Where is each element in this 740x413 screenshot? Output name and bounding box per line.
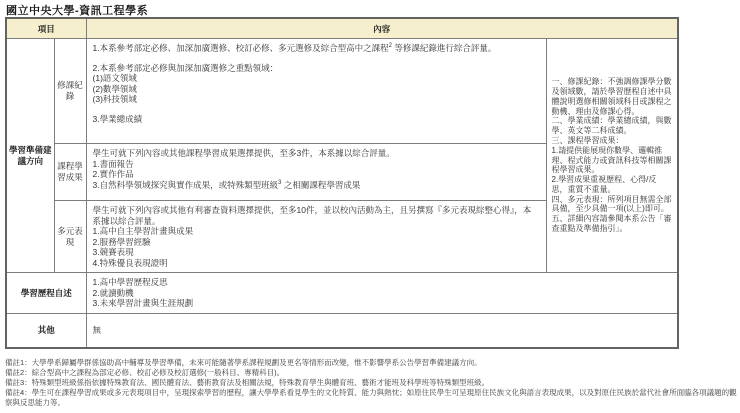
course-outcome-line-3: 2.實作作品 [92,169,134,179]
admission-prep-table [5,17,679,349]
label-other: 其他 [6,314,86,348]
course-outcome-line-4: 3.自然科學領域探究與實作成果，或特殊類型班級$^3$ 之相關課程學習成果 [92,179,361,190]
label-learning-prep-direction: 學習準備建議方向 [6,39,54,273]
sidebar-note-6: 四、多元表現：所列項目無需全部具備，至少具備一項(以上)即可。 [551,194,672,214]
content-self-statement [86,273,678,314]
sidebar-note-2: 二、學業成績：學業總成績，與數學、英文等二科成績。 [551,116,672,136]
sublabel-diverse-performance: 多元表現 [54,201,86,273]
content-other: 無 [86,314,678,348]
course-record-line-3: (1)語文領域 [92,73,137,83]
diverse-line-1: 學生可就下列內容或其他有利審查資料選擇提供，至多10件，並以校內活動為主，且另撰寫『多元表現綜整心得』，本系據以綜合評量。 [92,205,532,226]
sidebar-note-7: 五、詳細內容請參閱本系公告「審查重點及準備指引」。 [551,214,672,234]
sublabel-course-outcome: 課程學習成果 [54,144,86,201]
diverse-line-3: 2.服務學習經驗 [92,236,151,247]
diverse-line-4: 3.競賽表現 [92,247,134,257]
footnote-ref-2: 2 [388,43,392,50]
diverse-line-2: 1.高中自主學習計畫與成果 [92,226,194,236]
footnote-ref-3: 3 [278,179,282,186]
content-diverse-performance [86,201,546,273]
sublabel-course-record: 修課紀錄 [54,39,86,144]
footnote-1: 備註1：大學學系歸屬學群係協助高中輔導及學習準備，未來可能隨著學系課程規劃及更名等情形而改變，惟不影響學系公告學習準備建議方向。 [5,358,482,367]
self-statement-line-1: 1.高中學習歷程反思 [92,277,168,288]
header-content: 內容 [86,18,678,39]
self-statement-line-3: 3.未來學習計畫與生涯規劃 [92,298,194,309]
footnote-4: 備註4：學生可在課程學習成果或多元表現項目中，呈現探索學習的歷程，讓大學學系看見學生的文化特質、能力與熱忱；如原住民學生可呈現原住民族文化與語言表現成果，以及對原住民族於當代社會所面臨各項議題的觀察與反思能力等。 [5,388,737,407]
sidebar-review-notes [546,39,678,273]
course-record-line-1: 1.本系參考部定必修、加深加廣選修、校訂必修、多元選修及綜合型高中之課程$^2$ 等修課紀錄進行綜合評量。 [92,43,497,53]
diverse-line-5: 4.特殊優良表現證明 [92,257,168,268]
footnotes [5,358,737,408]
sidebar-note-1: 一、修課紀錄：不強調修課學分數及領域數，請於學習歷程自述中具體說明選修相關領域科目或課程之動機、理由及修課心得。 [551,77,672,116]
sidebar-note-3: 三、課程學習成果： [551,135,624,145]
header-item: 項目 [6,18,86,39]
course-record-line-5: (3)科技領域 [92,94,137,104]
row-self-statement [6,273,678,314]
sidebar-note-5: 2.學習成果重視歷程、心得/反思，重質不重量。 [551,175,657,194]
course-record-line-4: (2)數學領域 [92,83,137,94]
row-course-record [6,39,678,144]
page-title: 國立中央大學-資訊工程學系 [6,5,149,17]
footnote-3: 備註3：特殊類型班級係指依據特殊教育法、國民體育法、藝術教育法及相關法規，特殊教育學生與體育班、藝術才能班及科學班等特殊類型班級。 [5,378,490,387]
content-course-record [86,39,546,144]
self-statement-line-2: 2.就讀動機 [92,287,134,298]
course-record-line-6: 3.學業總成績 [92,113,143,124]
label-self-statement: 學習歷程自述 [6,273,86,314]
table-header-row [6,18,678,39]
course-outcome-line-2: 1.書面報告 [92,158,134,169]
course-outcome-line-1: 學生可就下列內容或其他課程學習成果選擇提供，至多3件，本系據以綜合評量。 [92,148,395,158]
row-other [6,314,678,348]
content-course-outcome [86,144,546,201]
sidebar-note-4: 1.請提供能展現你數學、邏輯推理、程式能力或資訊科技等相關課程學習成果。 [551,145,672,175]
footnote-2: 備註2：綜合型高中之課程為部定必修、校訂必修及校訂選修(一般科目、專精科目)。 [5,368,285,377]
course-record-line-2: 2.本系參考部定必修與加深加廣選修之重點領域： [92,62,279,73]
